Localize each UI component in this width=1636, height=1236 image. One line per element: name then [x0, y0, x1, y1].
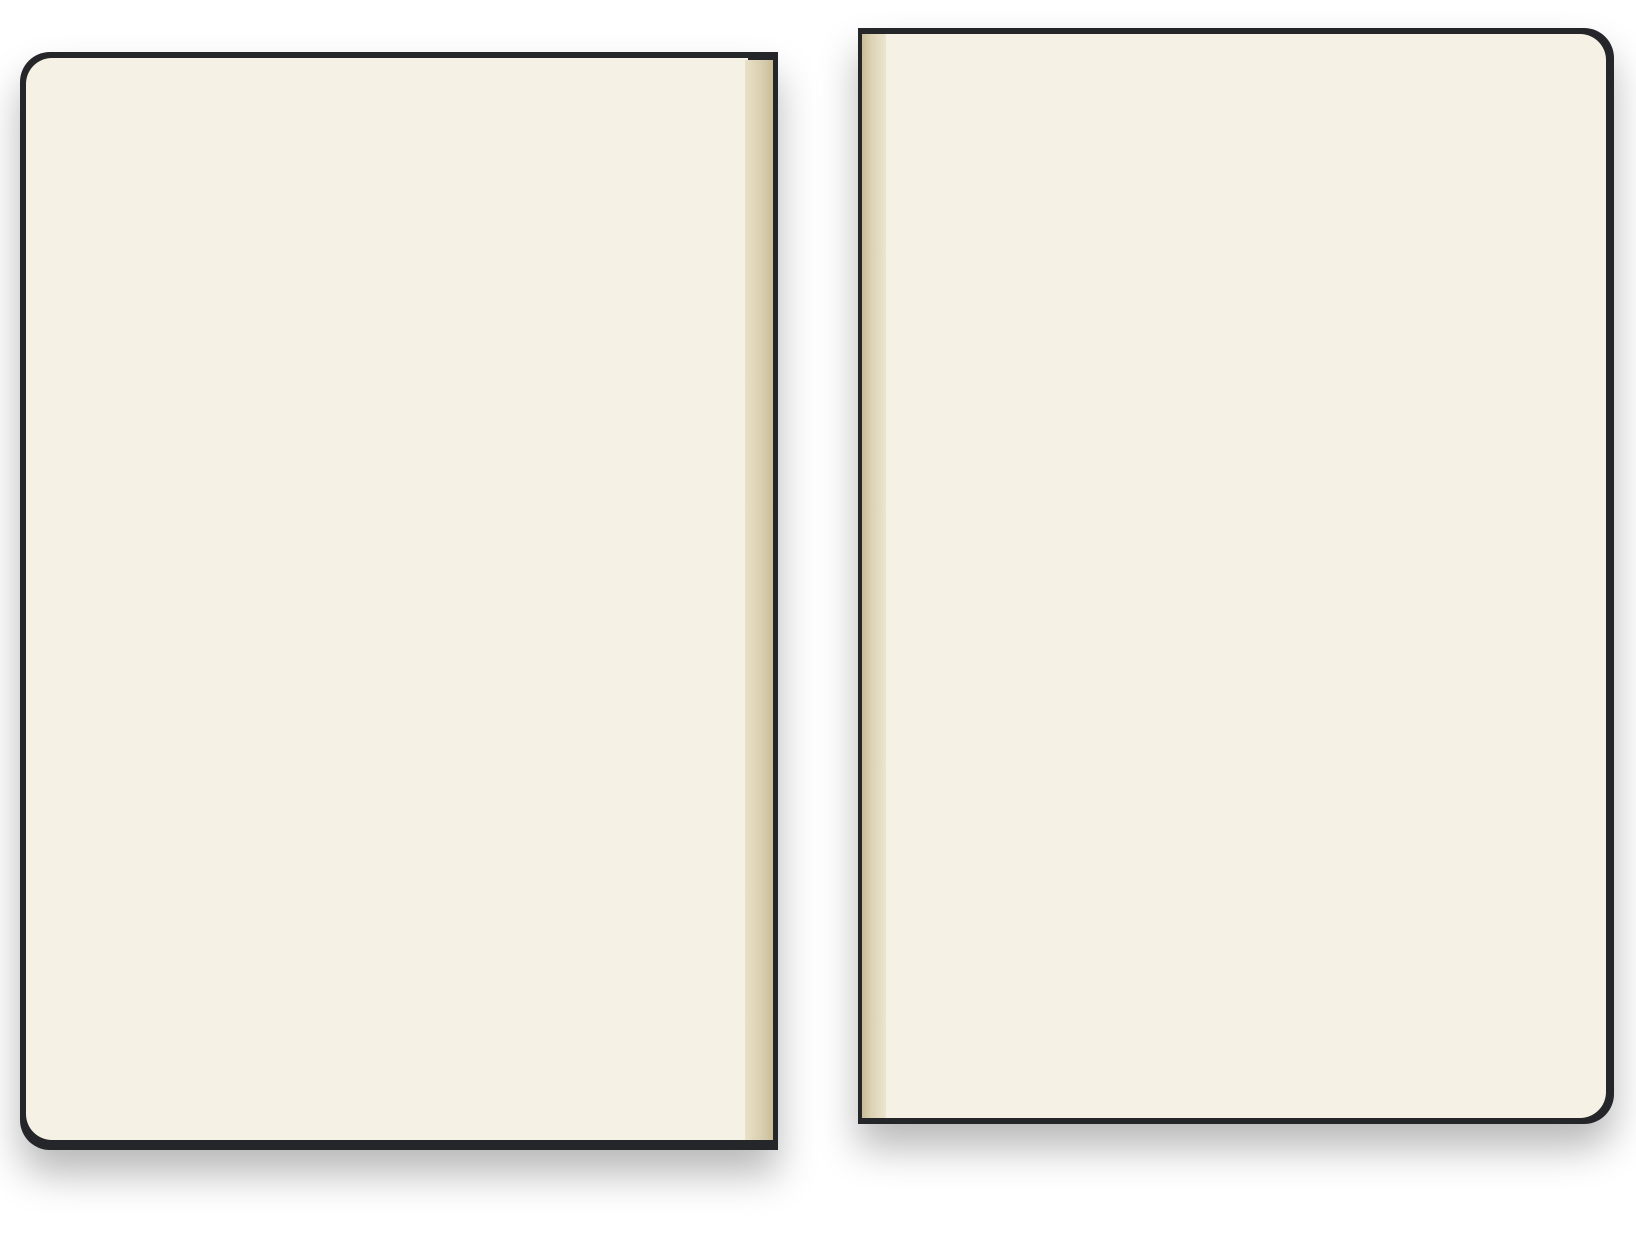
right-page — [866, 34, 1606, 1118]
page-edges-right — [862, 34, 886, 1118]
treble-staff — [96, 186, 652, 246]
chord-row — [924, 138, 1484, 156]
treble-staff — [96, 436, 652, 496]
bass-staff — [96, 348, 652, 398]
bass-staff — [96, 848, 652, 898]
chord-row — [96, 668, 656, 686]
chord-row — [96, 166, 656, 184]
treble-staff — [96, 688, 652, 748]
left-page — [26, 58, 748, 1140]
chord-row — [96, 416, 656, 434]
treble-staff — [922, 158, 1468, 218]
page-edges-left — [745, 60, 773, 1140]
bass-staff — [922, 324, 1468, 374]
bass-staff — [96, 598, 652, 648]
